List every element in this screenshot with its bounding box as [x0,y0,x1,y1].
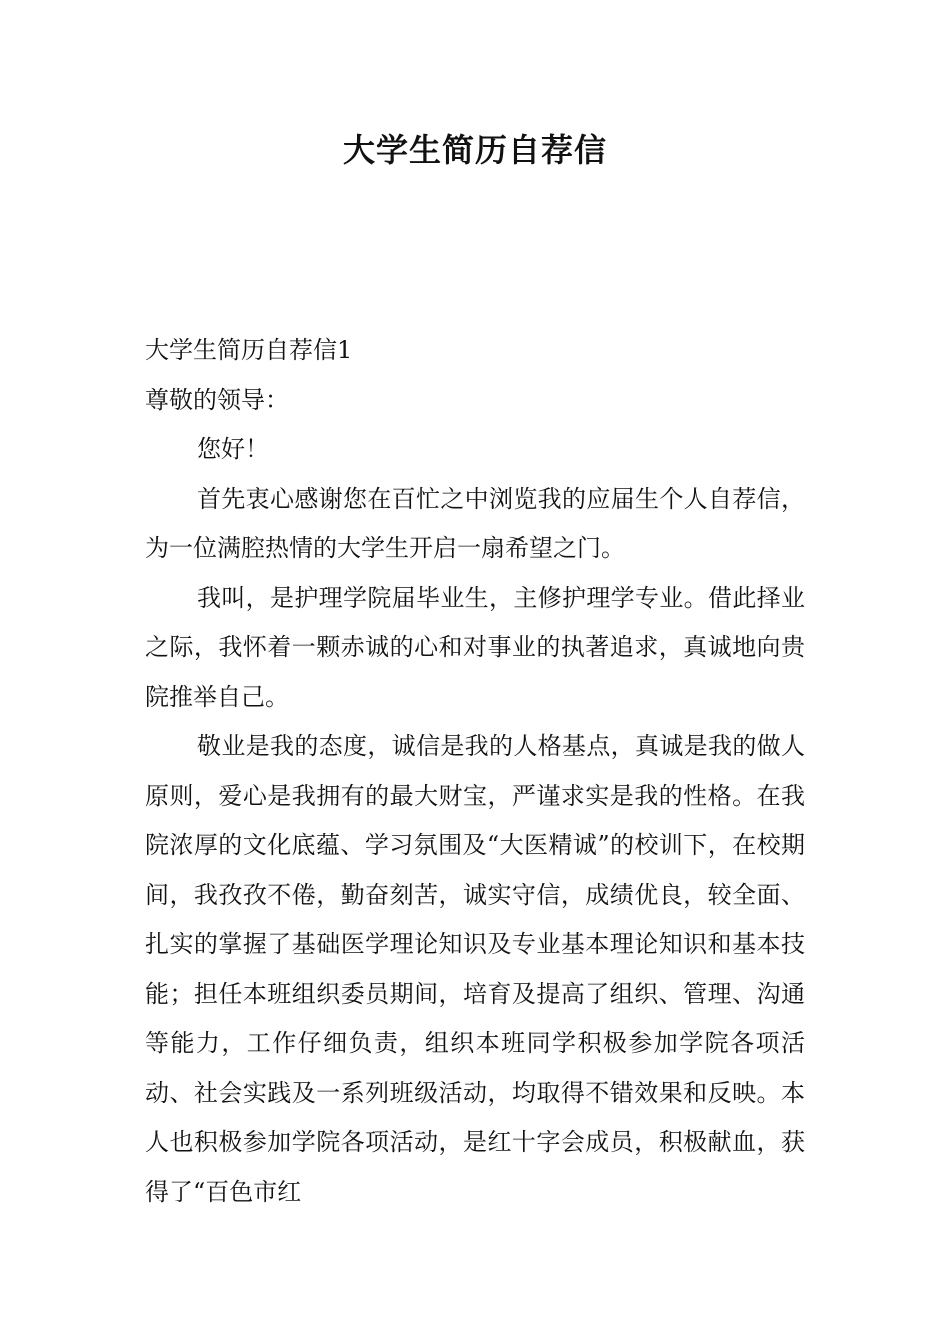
greeting: 您好！ [197,435,269,463]
paragraph-1: 首先衷心感谢您在百忙之中浏览我的应届生个人自荐信，为一位满腔热情的大学生开启一扇希望之门。 [145,484,805,562]
section-heading: 大学生简历自荐信1 [145,336,353,364]
paragraph-3: 敬业是我的态度，诚信是我的人格基点，真诚是我的做人原则，爱心是我拥有的最大财宝，严谨求实是我的性格。在我院浓厚的文化底蕴、学习氛围及“大医精诚”的校训下，在校期间，我孜孜不倦，勤奋刻苦，诚实守信，成绩优良，较全面、扎实的掌握了基础医学理论知识及专业基本理论知识和基本技能；担任本班组织委员期间，培育及提高了组织、管理、沟通等能力，工作仔细负责，组织本班同学积极参加学院各项活动、社会实践及一系列班级活动，均取得不错效果和反映。本人也积极参加学院各项活动，是红十字会成员，积极献血，获得了“百色市红 [145,732,805,1206]
paragraph-2: 我叫，是护理学院届毕业生，主修护理学专业。借此择业之际，我怀着一颗赤诚的心和对事业的执著追求，真诚地向贵院推举自己。 [145,583,805,711]
document-title: 大学生简历自荐信 [342,131,607,169]
document-body [145,326,805,1217]
salutation: 尊敬的领导： [145,385,289,414]
